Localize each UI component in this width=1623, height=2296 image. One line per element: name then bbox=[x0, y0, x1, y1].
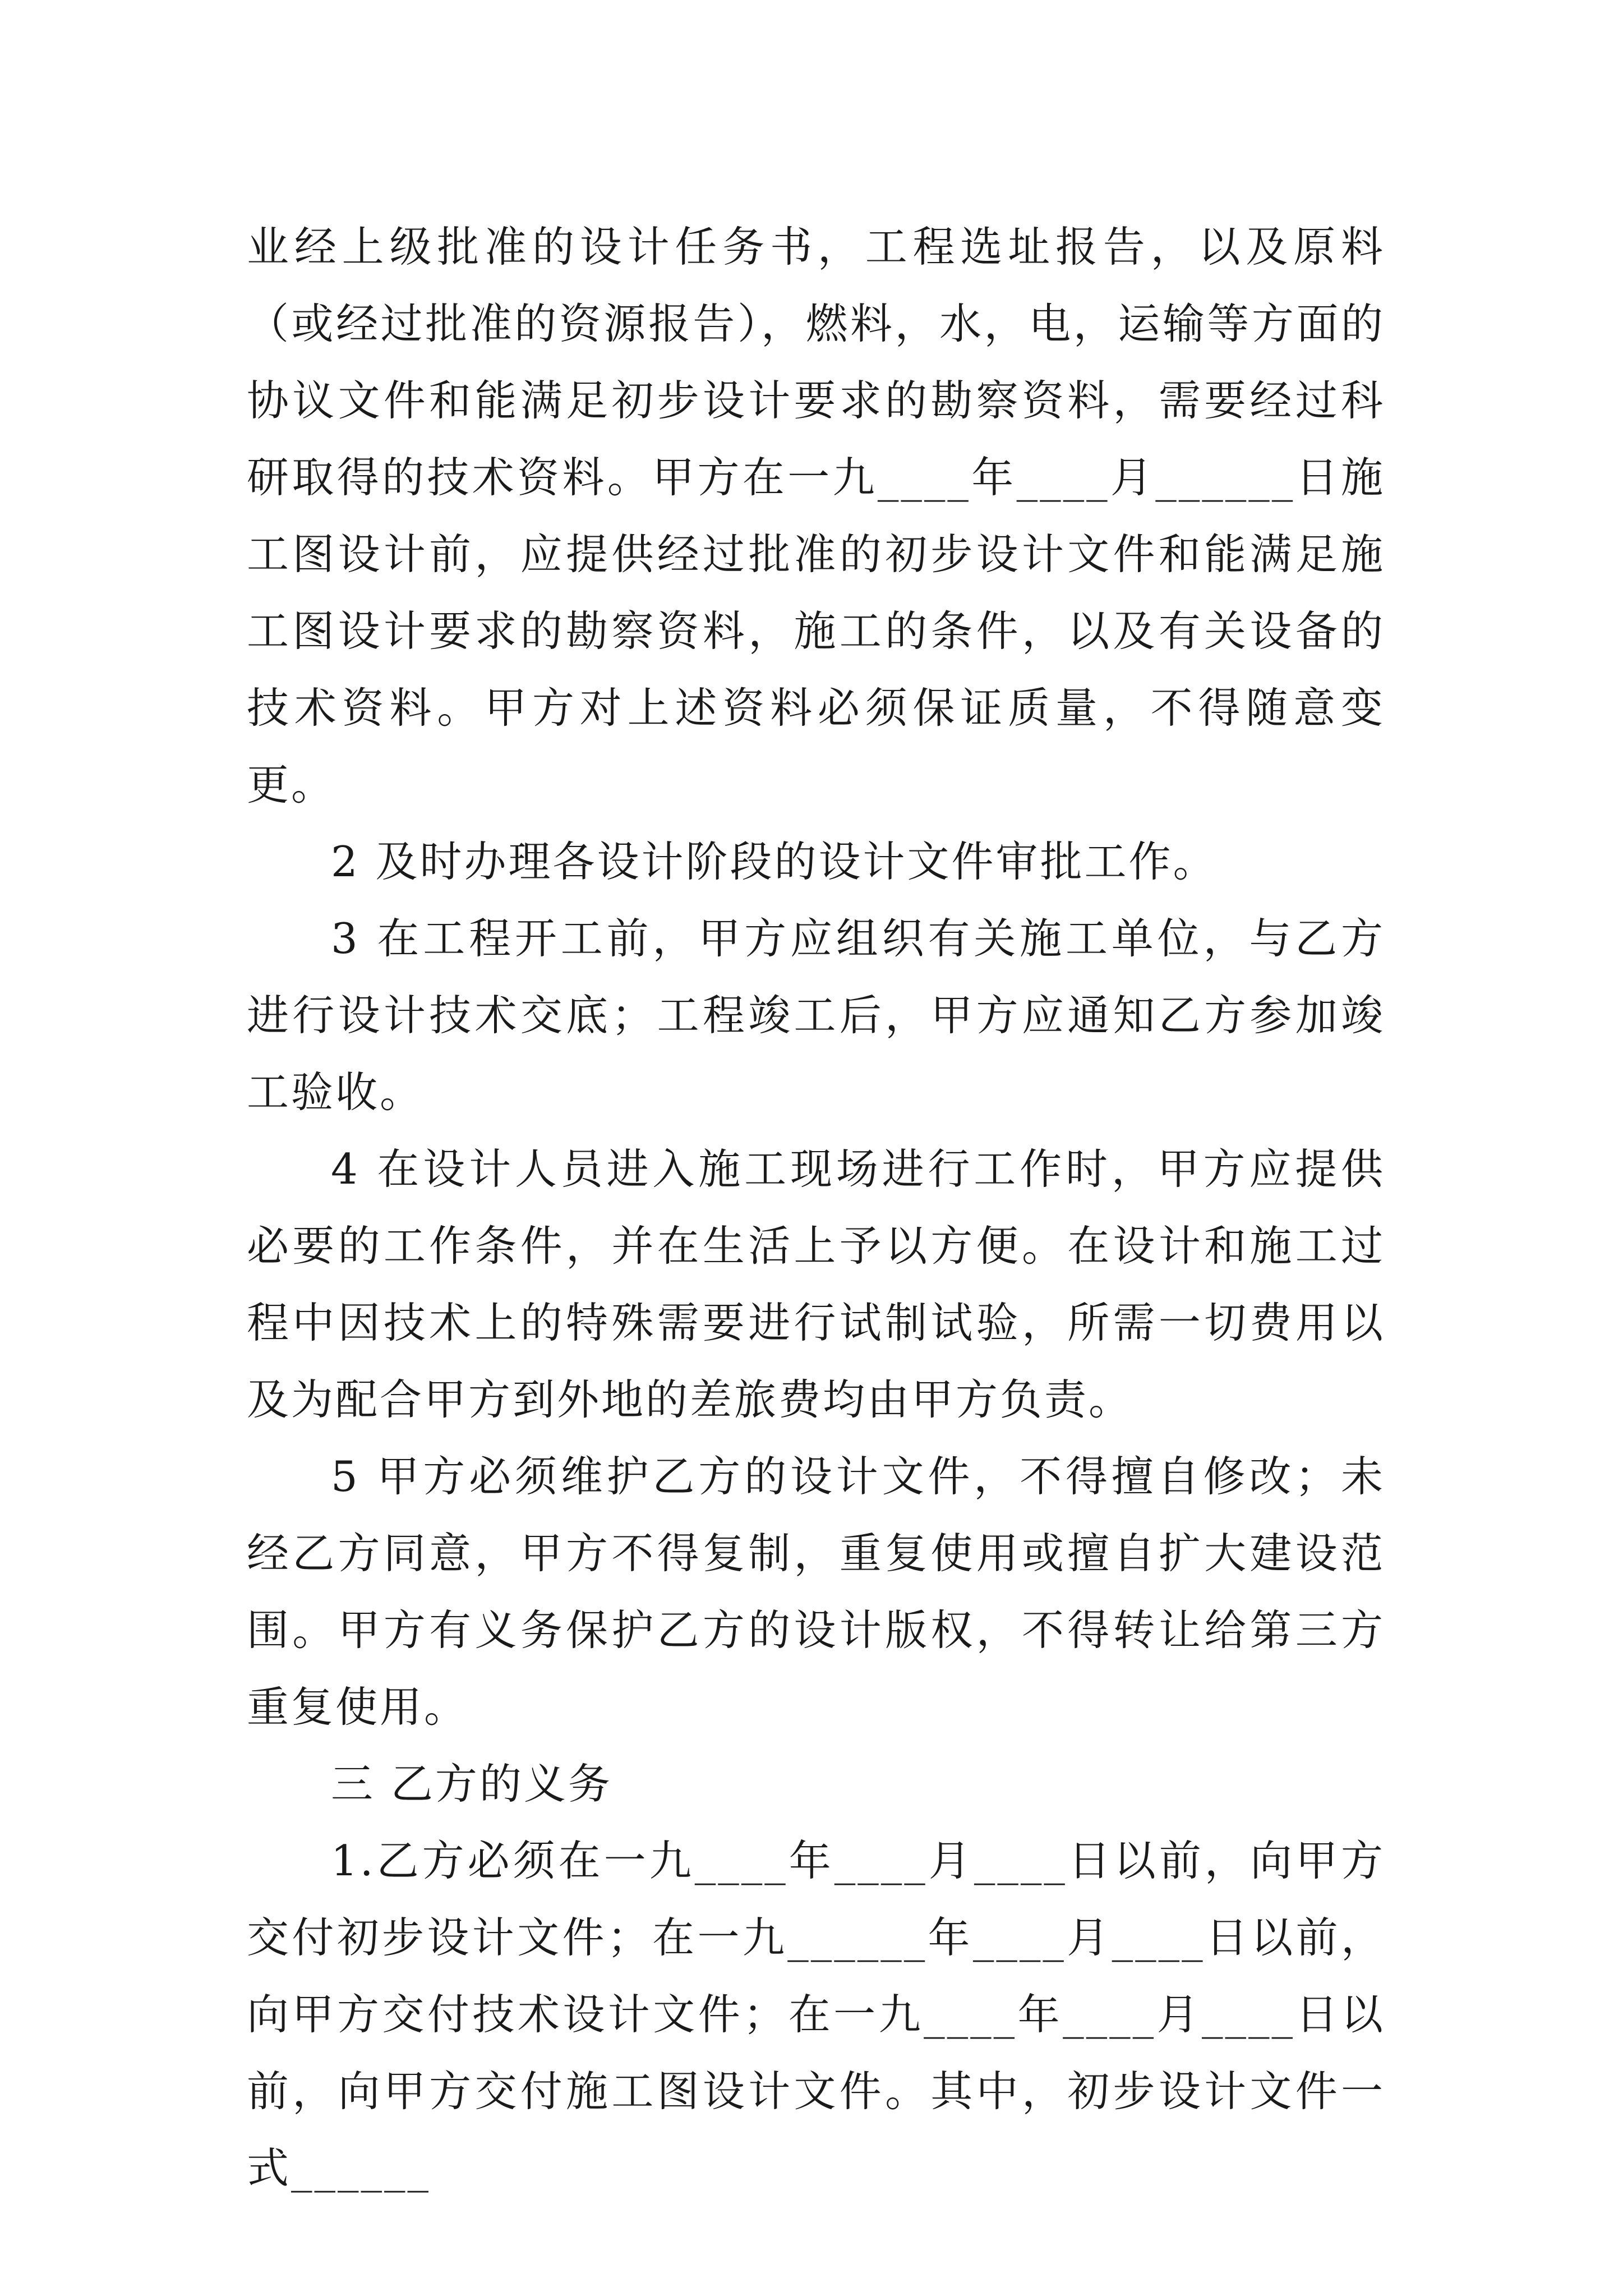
paragraph-item-3: 3 在工程开工前，甲方应组织有关施工单位，与乙方进行设计技术交底；工程竣工后，甲方应通知乙方参加竣工验收。 bbox=[247, 914, 1385, 1117]
paragraph-item-1: 1.乙方必须在一九____年____月____日以前，向甲方交付初步设计文件；在一九______年____月____日以前，向甲方交付技术设计文件；在一九____年____月____日以前，向甲方交付施工图设计文件。其中，初步设计文件一式______ bbox=[247, 1836, 1385, 2193]
paragraph-item-2: 2 及时办理各设计阶段的设计文件审批工作。 bbox=[331, 837, 1218, 886]
paragraph-item-5: 5 甲方必须维护乙方的设计文件，不得擅自修改；未经乙方同意，甲方不得复制，重复使用或擅自扩大建设范围。甲方有义务保护乙方的设计版权，不得转让给第三方重复使用。 bbox=[247, 1452, 1385, 1732]
paragraph-continuation: 业经上级批准的设计任务书，工程选址报告，以及原料（或经过批准的资源报告），燃料，水，电，运输等方面的协议文件和能满足初步设计要求的勘察资料，需要经过科研取得的技术资料。甲方在一九____年____月______日施工图设计前，应提供经过批准的初步设计文件和能满足施工图设计要求的勘察资料，施工的条件，以及有关设备的技术资料。甲方对上述资料必须保证质量，不得随意变更。 bbox=[247, 222, 1385, 809]
section-heading: 三 乙方的义务 bbox=[331, 1759, 612, 1809]
document-body bbox=[247, 209, 1385, 2207]
paragraph-item-4: 4 在设计人员进入施工现场进行工作时，甲方应提供必要的工作条件，并在生活上予以方便。在设计和施工过程中因技术上的特殊需要进行试制试验，所需一切费用以及为配合甲方到外地的差旅费均由甲方负责。 bbox=[247, 1144, 1385, 1424]
